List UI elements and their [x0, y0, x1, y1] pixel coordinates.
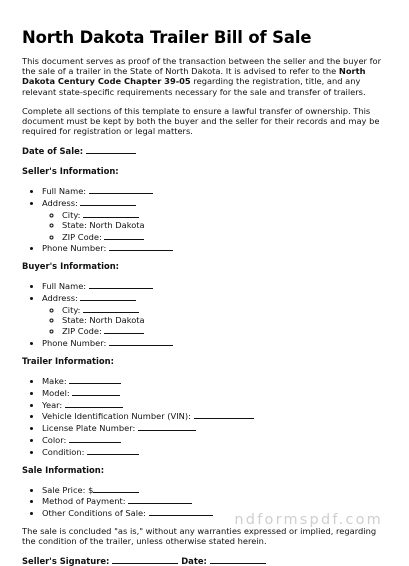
buyer-city-label: City:: [62, 304, 81, 315]
document-title: North Dakota Trailer Bill of Sale: [22, 28, 312, 47]
trailer-vin-label: Vehicle Identification Number (VIN):: [42, 411, 191, 422]
list-item: [42, 410, 392, 422]
signature-date-label: Date:: [181, 556, 207, 566]
trailer-color-label: Color:: [42, 434, 67, 445]
seller-info-list: [22, 185, 392, 254]
trailer-model-blank[interactable]: [72, 387, 120, 396]
trailer-plate-label: License Plate Number:: [42, 423, 136, 434]
trailer-condition-label: Condition:: [42, 446, 85, 457]
trailer-section-title: Trailer Information:: [22, 355, 114, 366]
payment-method-label: Method of Payment:: [42, 496, 126, 507]
trailer-year-blank[interactable]: [65, 399, 123, 408]
seller-full-name-label: Full Name:: [42, 186, 87, 197]
list-item: [42, 446, 392, 458]
buyer-full-name-label: Full Name:: [42, 281, 87, 292]
sale-price-label: Sale Price: $: [42, 484, 94, 495]
intro-paragraph: [22, 56, 392, 97]
seller-zip-label: ZIP Code:: [62, 231, 102, 242]
trailer-condition-blank[interactable]: [87, 446, 139, 455]
seller-signature-blank[interactable]: [112, 555, 178, 564]
signature-date-blank[interactable]: [210, 555, 266, 564]
seller-section-title: Seller's Information:: [22, 166, 119, 177]
buyer-phone-blank[interactable]: [109, 337, 173, 346]
instructions-paragraph: Complete all sections of this template to ensure a lawful transfer of ownership. This document must be kept by both the buyer and the seller for their records and may be required for registration or legal matters.: [22, 105, 380, 137]
date-of-sale-row: [22, 145, 392, 156]
seller-city-blank[interactable]: [83, 209, 139, 218]
trailer-make-label: Make:: [42, 375, 67, 386]
trailer-plate-blank[interactable]: [138, 422, 196, 431]
trailer-info-list: [22, 375, 392, 458]
date-of-sale-blank[interactable]: [86, 145, 136, 154]
trailer-model-label: Model:: [42, 387, 70, 398]
trailer-vin-blank[interactable]: [194, 410, 254, 419]
buyer-state-label: State: North Dakota: [62, 314, 145, 325]
as-is-paragraph: The sale is concluded "as is," without any warranties expressed or implied, regarding the condition of the trailer, unless otherwise stated herein.: [22, 525, 377, 547]
buyer-zip-blank[interactable]: [104, 325, 144, 334]
seller-state-label: State: North Dakota: [62, 219, 145, 230]
list-item: [42, 185, 392, 197]
trailer-make-blank[interactable]: [69, 375, 121, 384]
list-item: [62, 221, 392, 231]
list-item: [42, 495, 392, 507]
seller-address-blank[interactable]: [80, 197, 136, 206]
buyer-zip-label: ZIP Code:: [62, 326, 102, 337]
list-item: [62, 325, 392, 337]
seller-city-label: City:: [62, 210, 81, 221]
other-conditions-label: Other Conditions of Sale:: [42, 508, 146, 519]
list-item: [42, 280, 392, 292]
list-item: [42, 242, 392, 254]
intro-text-2: regarding the registration, title, and any relevant state-specific requirements necessary for the sale and transfer of trailers.: [22, 76, 366, 97]
list-item: [42, 375, 392, 387]
buyer-info-list: [22, 280, 392, 349]
signature-row: [22, 555, 392, 566]
seller-phone-label: Phone Number:: [42, 243, 107, 254]
list-item: [42, 197, 392, 242]
list-item: [42, 387, 392, 399]
buyer-address-blank[interactable]: [80, 292, 136, 301]
list-item: [42, 399, 392, 411]
buyer-city-blank[interactable]: [83, 304, 139, 313]
list-item: [62, 231, 392, 243]
seller-phone-blank[interactable]: [109, 242, 173, 251]
seller-zip-blank[interactable]: [104, 231, 144, 240]
list-item: [42, 422, 392, 434]
site-watermark: ndformspdf.com: [234, 512, 383, 528]
sale-price-blank[interactable]: [93, 484, 139, 493]
buyer-section-title: Buyer's Information:: [22, 261, 120, 272]
list-item: [62, 316, 392, 326]
seller-full-name-blank[interactable]: [89, 185, 153, 194]
buyer-address-label: Address:: [42, 293, 78, 303]
seller-address-sublist: [42, 209, 392, 242]
buyer-full-name-blank[interactable]: [89, 280, 153, 289]
document-page: [22, 28, 392, 566]
buyer-phone-label: Phone Number:: [42, 338, 107, 349]
seller-signature-label: Seller's Signature:: [22, 556, 110, 566]
list-item: [42, 484, 392, 496]
buyer-address-sublist: [42, 304, 392, 337]
payment-method-blank[interactable]: [128, 495, 192, 504]
intro-text-1: This document serves as proof of the transaction between the seller and the buyer for the sale of a trailer in the State of North Dakota. It is advised to refer to the: [22, 56, 382, 77]
date-of-sale-label: Date of Sale:: [22, 146, 84, 157]
sale-section-title: Sale Information:: [22, 464, 105, 475]
seller-address-label: Address:: [42, 198, 78, 209]
list-item: [42, 434, 392, 446]
other-conditions-blank[interactable]: [149, 507, 213, 516]
list-item: [42, 337, 392, 349]
trailer-year-label: Year:: [42, 399, 63, 410]
trailer-color-blank[interactable]: [69, 434, 121, 443]
intro-statute-reference: North Dakota Century Code Chapter 39-05: [22, 66, 366, 87]
list-item: [42, 292, 392, 337]
